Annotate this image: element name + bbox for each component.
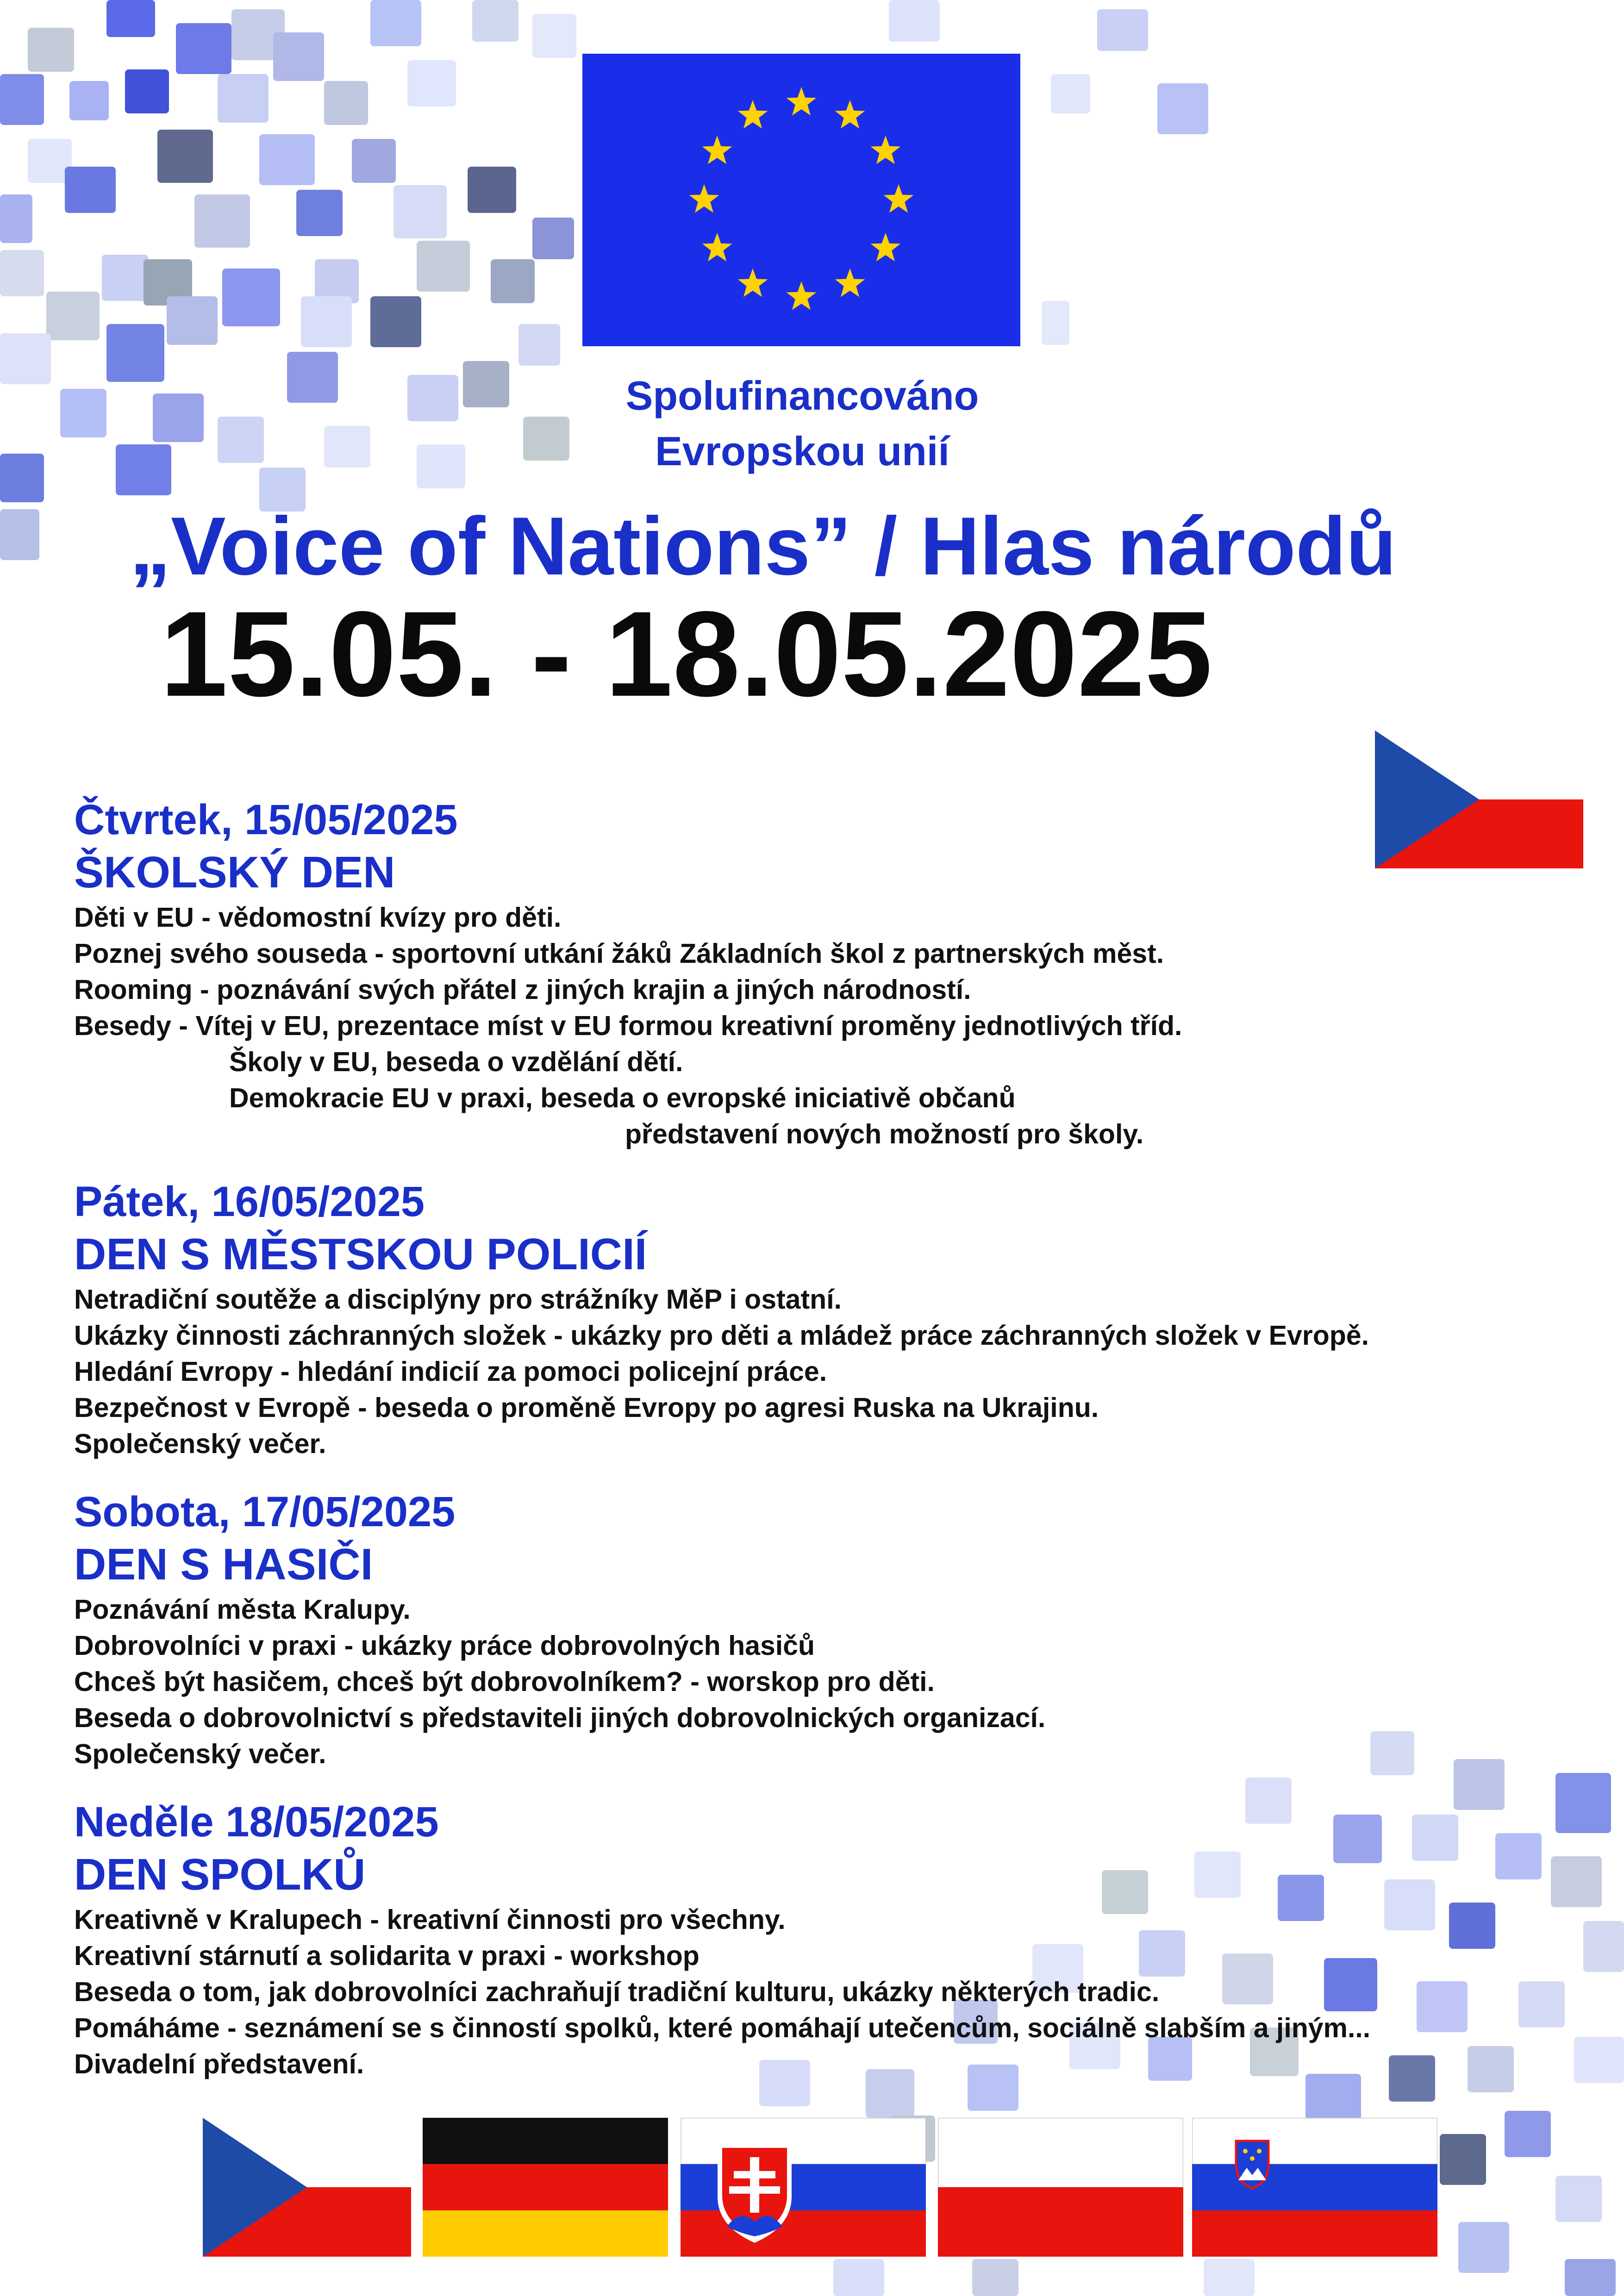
day-title: ŠKOLSKÝ DEN: [74, 848, 395, 897]
program-item: Hledání Evropy - hledání indicií za pomoci policejní práce.: [74, 1356, 827, 1387]
eu-flag: [582, 54, 1020, 346]
program-item: Besedy - Vítej v EU, prezentace míst v EU formou kreativní proměny jednotlivých tříd.: [74, 1011, 1182, 1041]
program-item: Poznej svého souseda - sportovní utkání žáků Základních škol z partnerských měst.: [74, 938, 1164, 969]
czech-flag-icon: [203, 2118, 411, 2257]
program-item: Společenský večer.: [74, 1739, 326, 1769]
day-schedule-saturday: [74, 1486, 1555, 1772]
program-item: Bezpečnost v Evropě - beseda o proměně Evropy po agresi Ruska na Ukrajinu.: [74, 1392, 1099, 1423]
program-item: Kreativní stárnutí a solidarita v praxi - workshop: [74, 1940, 700, 1971]
day-title: DEN SPOLKŮ: [74, 1850, 366, 1899]
cofinanced-line-2: Evropskou unií: [655, 428, 949, 474]
german-flag-icon: [423, 2118, 668, 2257]
program-item: Společenský večer.: [74, 1429, 326, 1459]
day-date: Neděle 18/05/2025: [74, 1798, 439, 1846]
slovenian-flag-icon: [1192, 2118, 1437, 2257]
event-dates: 15.05. - 18.05.2025: [160, 586, 1212, 722]
day-schedule-sunday: [74, 1796, 1555, 2082]
day-title: DEN S MĚSTSKOU POLICIÍ: [74, 1229, 647, 1279]
day-schedule-thursday: [74, 794, 1555, 1152]
day-date: Čtvrtek, 15/05/2025: [74, 796, 458, 843]
program-item: Beseda o dobrovolnictví s představiteli jiných dobrovolnických organizací.: [74, 1703, 1046, 1733]
program-item: Dobrovolníci v praxi - ukázky práce dobrovolných hasičů: [74, 1630, 815, 1661]
day-date: Pátek, 16/05/2025: [74, 1178, 425, 1225]
program-item: Pomáháme - seznámení se s činností spolků, které pomáhají utečencům, sociálně slabším a jiným...: [74, 2013, 1371, 2043]
day-title: DEN S HASIČI: [74, 1540, 373, 1589]
program-item: představení nových možností pro školy.: [625, 1119, 1144, 1149]
program-item: Školy v EU, beseda o vzdělání dětí.: [229, 1047, 683, 1077]
cofinanced-by-eu: [513, 368, 1092, 479]
program-item: Netradiční soutěže a disciplýny pro strážníky MěP i ostatní.: [74, 1284, 842, 1315]
program-item: Děti v EU - vědomostní kvízy pro děti.: [74, 902, 562, 933]
day-schedule-friday: [74, 1176, 1555, 1462]
day-date: Sobota, 17/05/2025: [74, 1488, 456, 1535]
program-item: Beseda o tom, jak dobrovolníci zachraňují tradiční kulturu, ukázky některých tradic.: [74, 1977, 1160, 2007]
event-title: „Voice of Nations” / Hlas národů: [130, 500, 1397, 592]
program-item: Demokracie EU v praxi, beseda o evropské iniciativě občanů: [229, 1083, 1016, 1113]
program-item: Chceš být hasičem, chceš být dobrovolníkem? - worskop pro děti.: [74, 1666, 935, 1697]
cofinanced-line-1: Spolufinancováno: [625, 373, 979, 418]
program-item: Kreativně v Kralupech - kreativní činnosti pro všechny.: [74, 1904, 786, 1935]
program-item: Poznávání města Kralupy.: [74, 1594, 411, 1625]
polish-flag-icon: [938, 2118, 1183, 2257]
slovak-flag-icon: [681, 2118, 926, 2257]
program-item: Divadelní představení.: [74, 2049, 364, 2079]
program-item: Rooming - poznávání svých přátel z jiných krajin a jiných národností.: [74, 974, 971, 1005]
program-item: Ukázky činnosti záchranných složek - ukázky pro děti a mládež práce záchranných složek v Evropě.: [74, 1320, 1369, 1351]
